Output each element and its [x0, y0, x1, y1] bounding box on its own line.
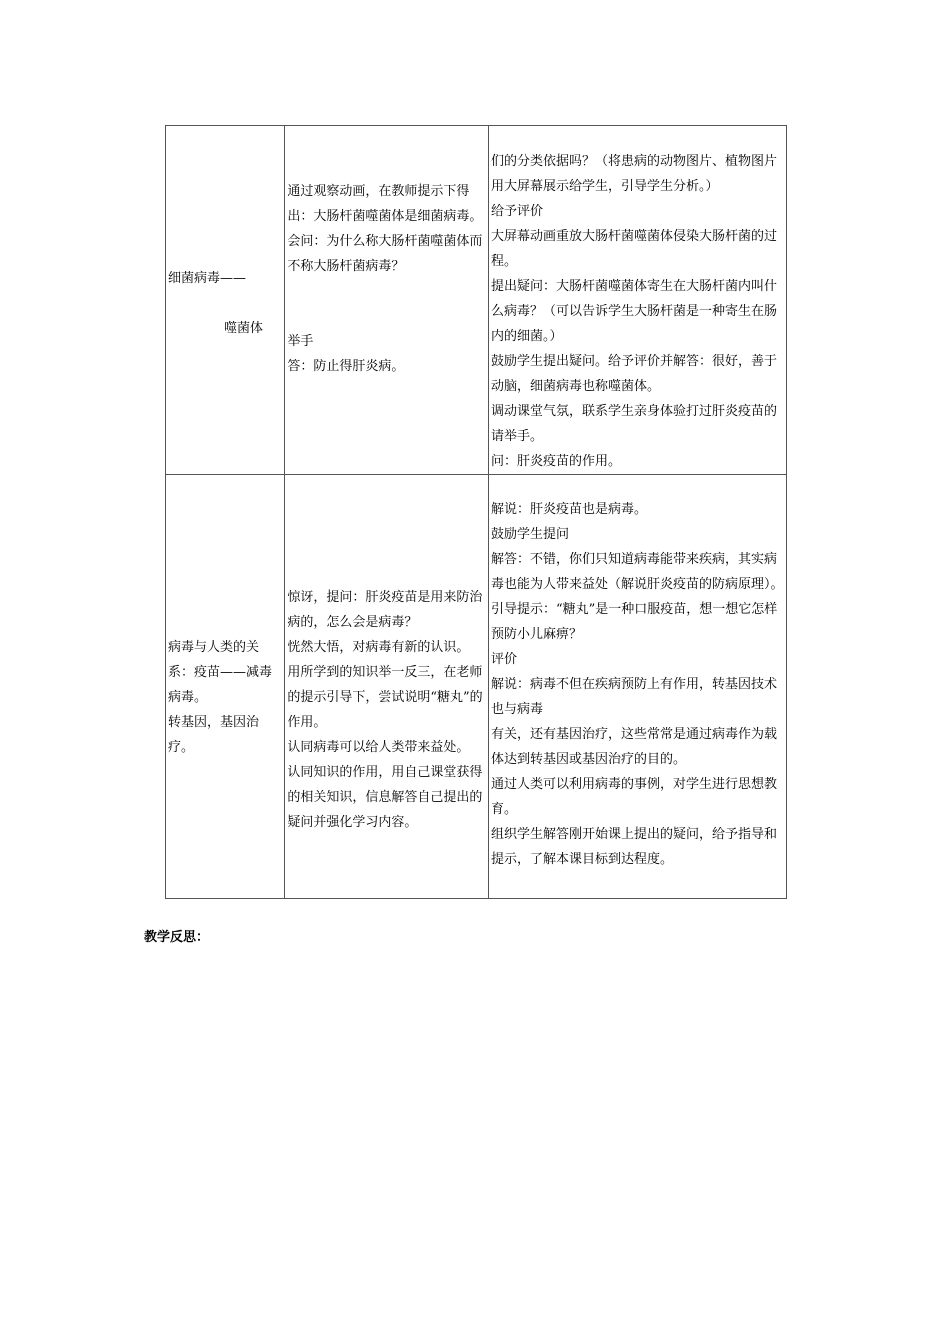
student-line: 通过观察动画，在教师提示下得出：大肠杆菌噬菌体是细菌病毒。 — [287, 184, 483, 224]
teacher-line: 提出疑问：大肠杆菌噬菌体寄生在大肠杆菌内叫什么病毒？（可以告诉学生大肠杆菌是一种寄生在肠内的细菌。） — [491, 279, 778, 344]
teacher-line: 解答：不错，你们只知道病毒能带来疾病，其实病毒也能为人带来益处（解说肝炎疫苗的防病原理）。 — [491, 552, 784, 592]
topic-line: 细菌病毒—— — [168, 271, 247, 286]
teacher-line: 通过人类可以利用病毒的事例，对学生进行思想教育。 — [491, 777, 778, 817]
lesson-plan-table — [165, 125, 787, 899]
teacher-activity-cell — [489, 126, 787, 475]
teacher-line: 解说：病毒不但在疾病预防上有作用，转基因技术也与病毒 — [491, 677, 778, 717]
student-activity-cell — [285, 475, 489, 899]
teacher-line: 大屏幕动画重放大肠杆菌噬菌体侵染大肠杆菌的过程。 — [491, 229, 778, 269]
student-line: 会问：为什么称大肠杆菌噬菌体而不称大肠杆菌病毒？ — [287, 234, 483, 274]
student-line: 答：防止得肝炎病。 — [287, 359, 405, 374]
teacher-line: 解说：肝炎疫苗也是病毒。 — [491, 502, 648, 517]
topic-cell — [166, 475, 285, 899]
table-row — [166, 475, 787, 899]
student-line: 认同病毒可以给人类带来益处。 — [287, 740, 470, 755]
teacher-line: 引导提示：“糖丸”是一种口服疫苗，想一想它怎样预防小儿麻痹？ — [491, 602, 778, 642]
teaching-reflection-heading: 教学反思： — [144, 930, 210, 945]
table-row — [166, 126, 787, 475]
student-activity-cell — [285, 126, 489, 475]
teacher-line: 调动课堂气氛，联系学生亲身体验打过肝炎疫苗的请举手。 — [491, 404, 778, 444]
teacher-line: 给予评价 — [491, 204, 544, 219]
teacher-activity-cell — [489, 475, 787, 899]
student-line: 惊讶，提问：肝炎疫苗是用来防治病的，怎么会是病毒？ — [287, 590, 483, 630]
teacher-line: 评价 — [491, 652, 518, 667]
topic-line: 病毒与人类的关系：疫苗——减毒病毒。 — [168, 640, 273, 705]
student-line: 恍然大悟，对病毒有新的认识。 — [287, 640, 470, 655]
teacher-line: 有关，还有基因治疗，这些常常是通过病毒作为载体达到转基因或基因治疗的目的。 — [491, 727, 778, 767]
teacher-line: 鼓励学生提出疑问。给予评价并解答：很好，善于动脑，细菌病毒也称噬菌体。 — [491, 354, 778, 394]
student-line: 举手 — [287, 334, 314, 349]
teacher-line: 问：肝炎疫苗的作用。 — [491, 454, 622, 469]
teacher-line: 鼓励学生提问 — [491, 527, 570, 542]
topic-cell — [166, 126, 285, 475]
teacher-line: 组织学生解答刚开始课上提出的疑问，给予指导和提示，了解本课目标到达程度。 — [491, 827, 778, 867]
student-line: 用所学到的知识举一反三，在老师的提示引导下，尝试说明“糖丸”的作用。 — [287, 665, 483, 730]
topic-line: 转基因，基因治疗。 — [168, 715, 260, 755]
topic-line: 噬菌体 — [224, 321, 264, 336]
student-line: 认同知识的作用，用自己课堂获得的相关知识，信息解答自己提出的疑问并强化学习内容。 — [287, 765, 483, 830]
teacher-line: 们的分类依据吗？（将患病的动物图片、植物图片用大屏幕展示给学生，引导学生分析。） — [491, 154, 778, 194]
